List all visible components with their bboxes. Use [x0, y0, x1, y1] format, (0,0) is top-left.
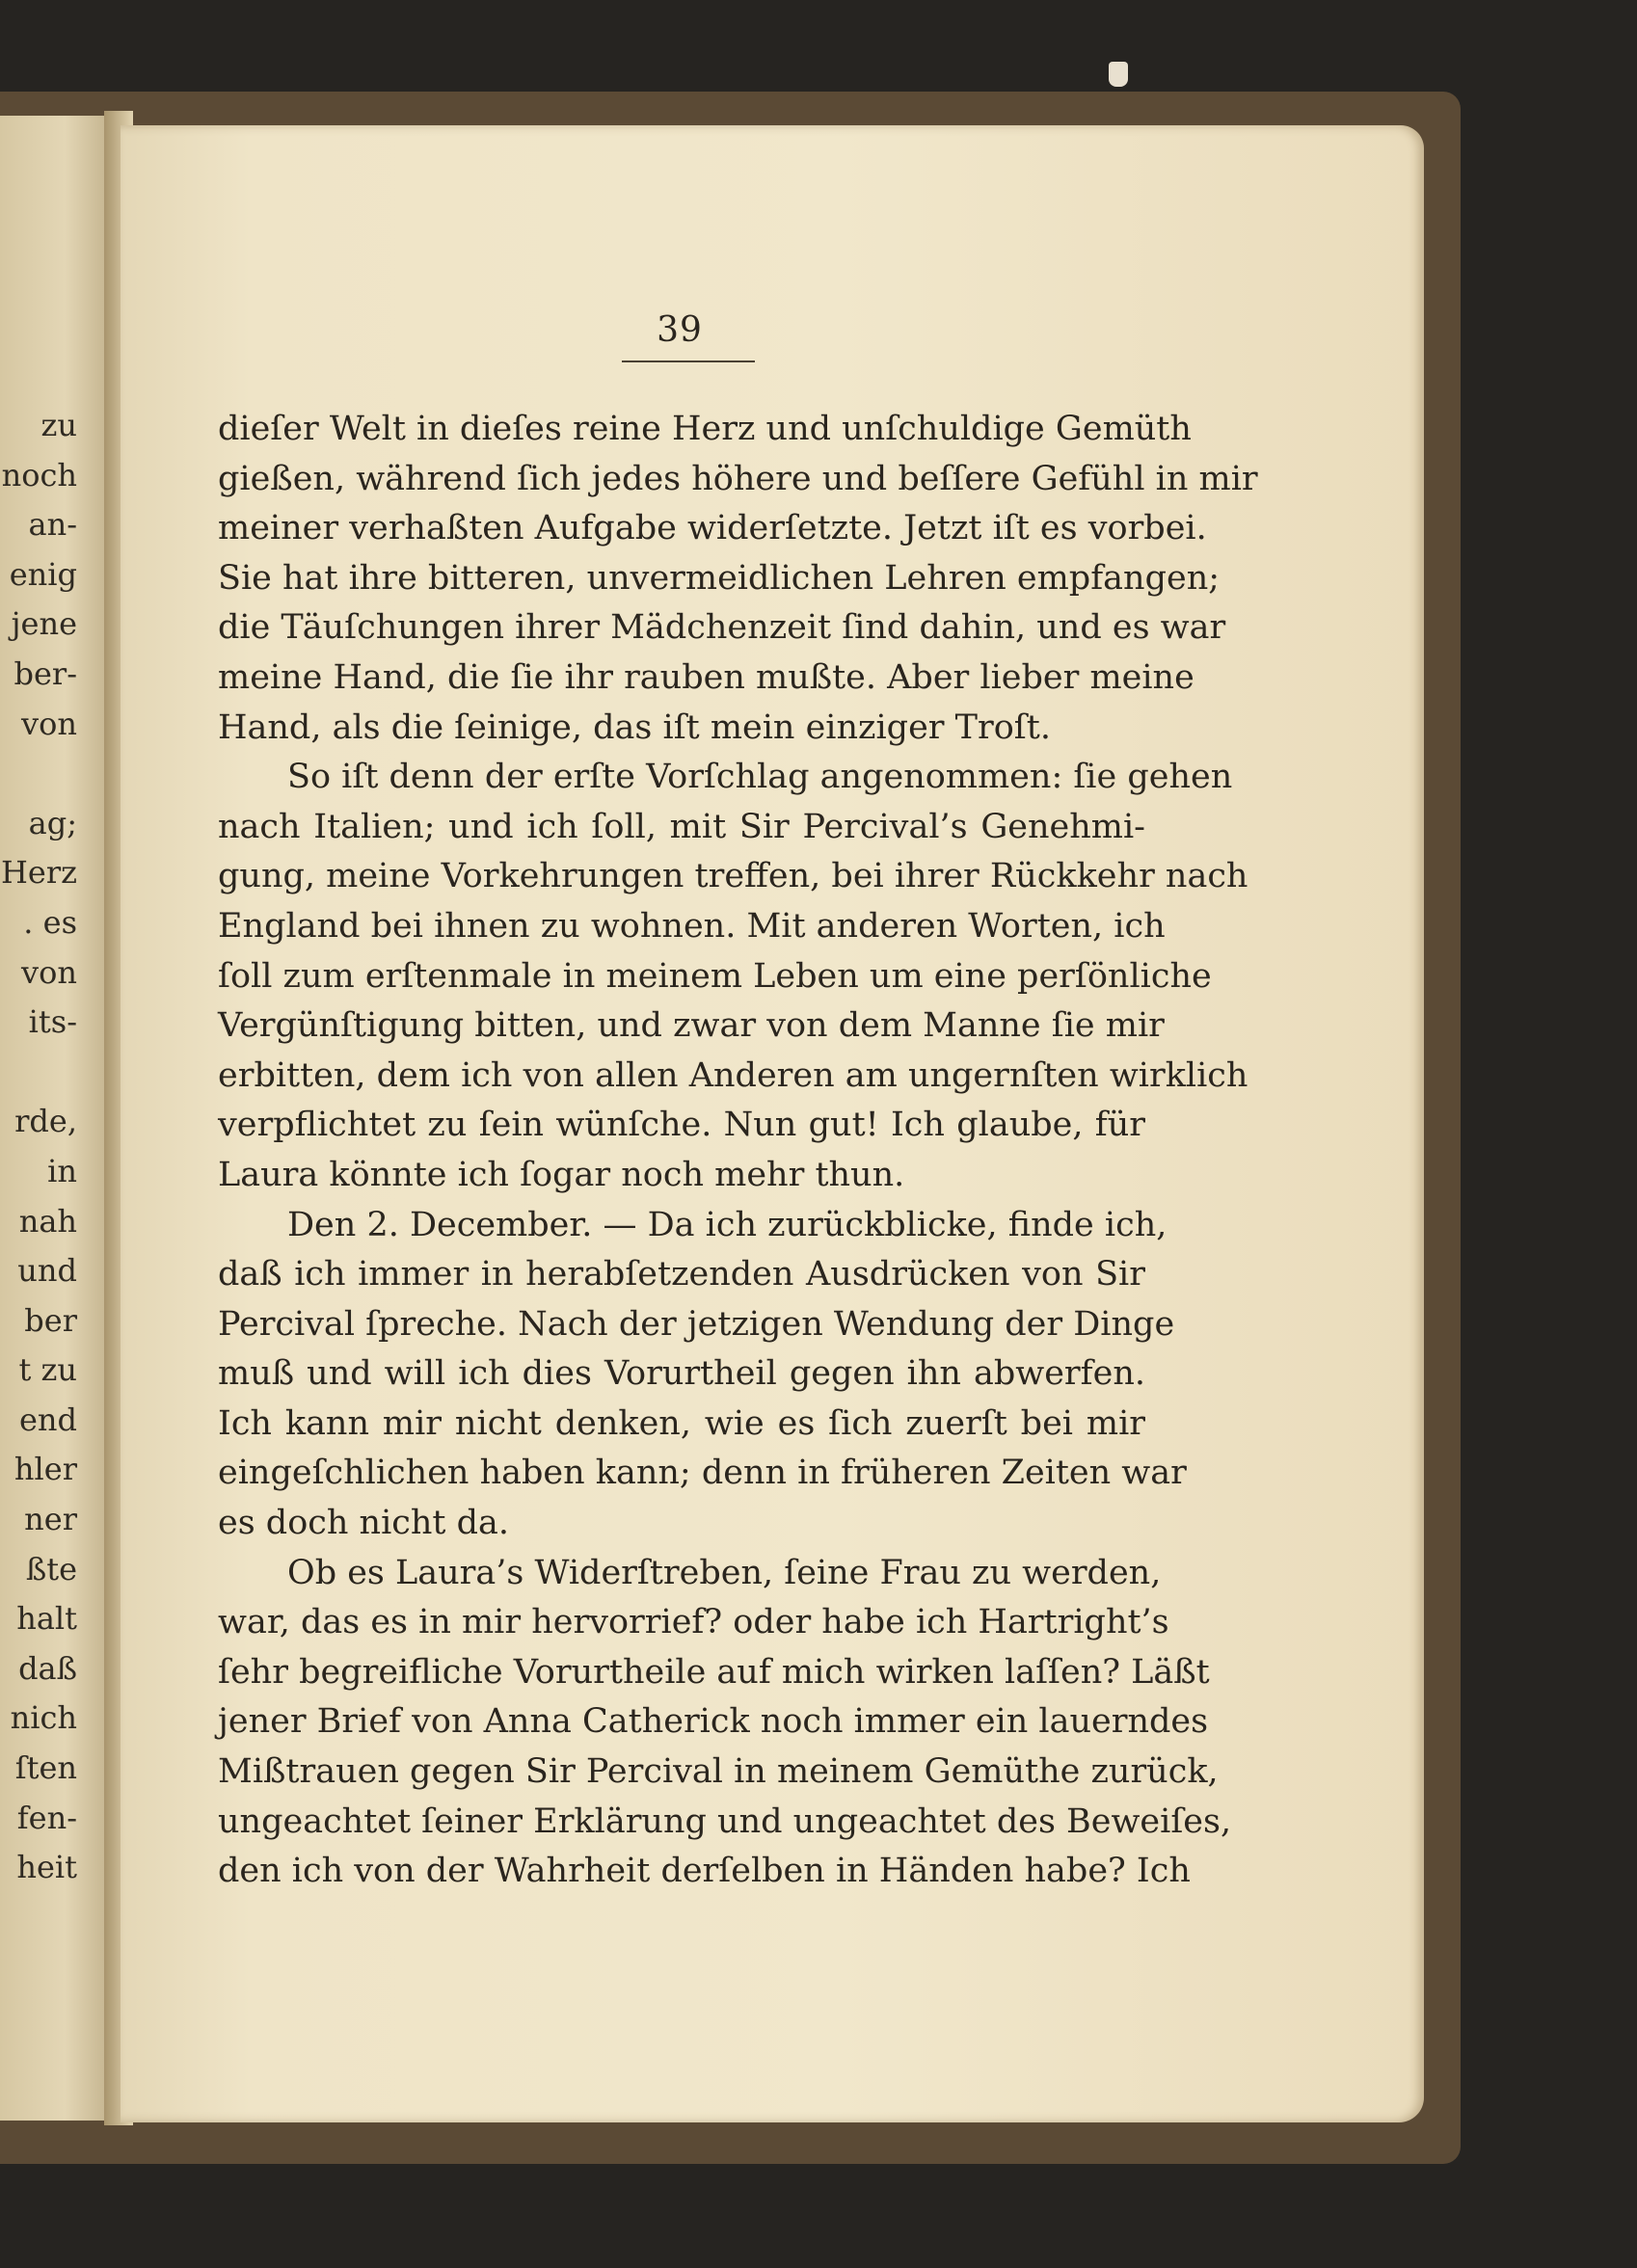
text-line: meine Hand, die ſie ihr rauben mußte. Aber lieber meine [218, 657, 1194, 697]
text-line: nach Italien; und ich ſoll, mit Sir Percival’s Genehmi- [218, 807, 1145, 846]
text-line: England bei ihnen zu wohnen. Mit anderen Worten, ich [218, 906, 1166, 946]
bleed-fragment: hler [13, 1451, 77, 1488]
text-line: ſoll zum erſtenmale in meinem Leben um eine perſönliche [218, 956, 1212, 996]
bleed-fragment: fen- [16, 1799, 77, 1836]
bleed-fragment: jene [11, 605, 77, 643]
text-line: Ob es Laura’s Widerſtreben, ſeine Frau zu werden, [287, 1553, 1162, 1592]
left-page-bleed-text [0, 401, 77, 1893]
bleed-fragment: in [47, 1152, 77, 1189]
text-line: eingeſchlichen haben kann; denn in früheren Zeiten war [218, 1454, 1187, 1493]
bleed-fragment: heit [16, 1849, 77, 1886]
text-line: Den 2. December. — Da ich zurückblicke, finde ich, [287, 1205, 1167, 1244]
text-line: Mißtrauen gegen Sir Percival in meinem Gemüthe zurück, [218, 1752, 1219, 1792]
bleed-fragment: und [17, 1252, 77, 1290]
text-line: den ich von der Wahrheit derſelben in Händen habe? Ich [218, 1852, 1191, 1891]
text-line: war, das es in mir hervorrief? oder habe ich Hartright’s [218, 1603, 1169, 1642]
text-line: ungeachtet ſeiner Erklärung und ungeachtet des Beweiſes, [218, 1801, 1232, 1841]
text-line: Percival ſpreche. Nach der jetzigen Wendung der Dinge [218, 1304, 1175, 1344]
text-line: jener Brief von Anna Catherick noch immer ein lauerndes [218, 1702, 1209, 1742]
bleed-fragment: ner [24, 1501, 77, 1538]
bleed-fragment: ber- [13, 654, 77, 692]
page-number: 39 [657, 310, 703, 350]
bleed-fragment: . es [23, 903, 77, 941]
page-body-text [218, 405, 1258, 1897]
bleed-fragment: nich [10, 1699, 77, 1737]
bleed-fragment: t zu [18, 1351, 77, 1389]
text-line: Vergünſtigung bitten, und zwar von dem Manne ſie mir [218, 1006, 1165, 1046]
bleed-fragment: von [21, 705, 77, 742]
bleed-fragment: end [18, 1401, 77, 1438]
bleed-fragment: ber [24, 1301, 77, 1339]
text-line: gießen, während ſich jedes höhere und beſſere Gefühl in mir [218, 459, 1258, 498]
text-line: Hand, als die ſeinige, das iſt mein einziger Troſt. [218, 707, 1051, 747]
text-line: verpflichtet zu ſein wünſche. Nun gut! Ich glaube, für [218, 1106, 1145, 1145]
bleed-fragment: ſten [14, 1749, 77, 1787]
bleed-fragment: ag; [28, 804, 77, 841]
bleed-fragment: von [21, 953, 77, 991]
text-line: gung, meine Vorkehrungen treffen, bei ihrer Rückkehr nach [218, 857, 1248, 896]
scan-marker [1109, 62, 1128, 87]
bleed-fragment [0, 749, 77, 799]
bleed-fragment: zu [40, 407, 77, 443]
text-line: meiner verhaßten Aufgabe widerſetzte. Jetzt iſt es vorbei. [218, 509, 1207, 548]
text-line: erbitten, dem ich von allen Anderen am ungernſten wirklich [218, 1055, 1248, 1095]
bleed-fragment: daß [18, 1649, 77, 1687]
bleed-fragment: enig [9, 555, 77, 593]
text-line: dieſer Welt in dieſes reine Herz und unſchuldige Gemüth [218, 410, 1192, 448]
bleed-fragment: halt [16, 1600, 77, 1638]
page-number-rule [622, 360, 755, 362]
text-line: die Täuſchungen ihrer Mädchenzeit ſind dahin, und es war [218, 608, 1226, 648]
bleed-fragment: Herz [1, 854, 77, 892]
left-page [0, 116, 118, 2121]
text-line: Laura könnte ich ſogar noch mehr thun. [218, 1155, 905, 1194]
bleed-fragment: ßte [25, 1550, 77, 1588]
text-line: muß und will ich dies Vorurtheil gegen ihn abwerfen. [218, 1354, 1145, 1394]
text-line: ſehr begreifliche Vorurtheile auf mich wirken laſſen? Läßt [218, 1652, 1210, 1692]
text-line: daß ich immer in herabſetzenden Ausdrücken von Sir [218, 1255, 1145, 1294]
bleed-fragment: nah [18, 1202, 77, 1240]
text-line: es doch nicht da. [218, 1504, 510, 1543]
text-line: Sie hat ihre bitteren, unvermeidlichen Lehren empfangen; [218, 558, 1221, 598]
bleed-fragment: an- [28, 506, 77, 544]
text-line: Ich kann mir nicht denken, wie es ſich zuerſt bei mir [218, 1403, 1145, 1443]
bleed-fragment: noch [1, 456, 77, 494]
bleed-fragment: its- [28, 1003, 77, 1041]
bleed-fragment: rde, [14, 1103, 77, 1140]
bleed-fragment [0, 1048, 77, 1098]
text-line: So iſt denn der erſte Vorſchlag angenommen: ſie gehen [287, 758, 1233, 797]
